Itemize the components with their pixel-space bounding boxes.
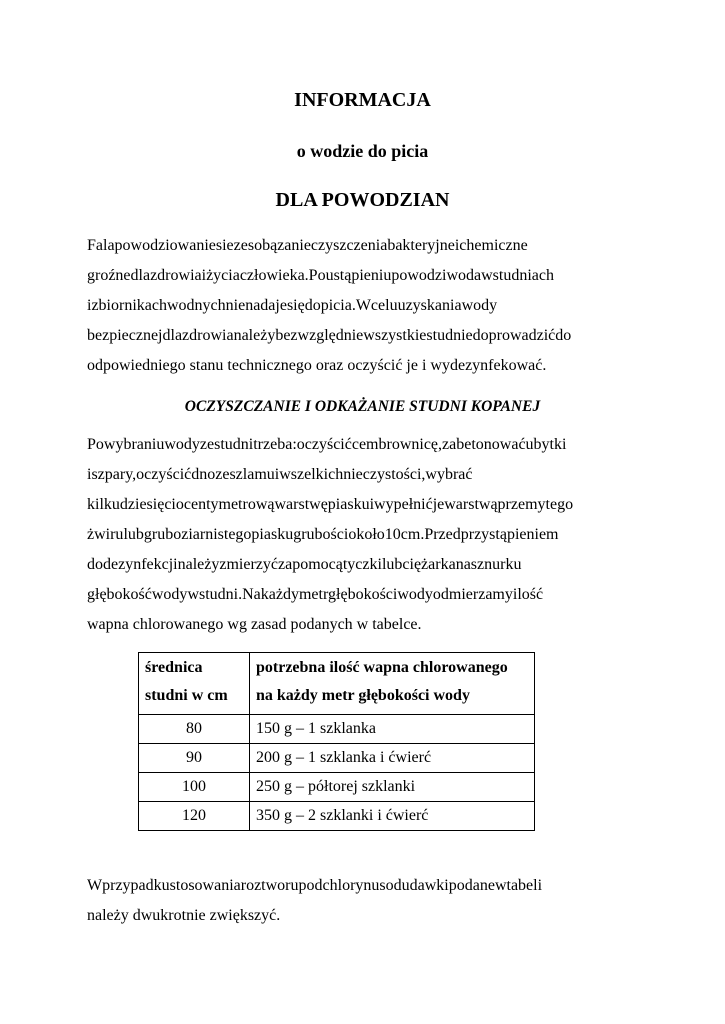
body-line: iszpary,oczyścićdnozeszlamuiwszelkichnieczystości,wybrać [87, 466, 473, 483]
header-text: studni w cm [145, 687, 228, 704]
intro-line: bezpiecznejdlazdrowianależybezwzględniewszystkiestudniedoprowadzićdo [87, 327, 572, 344]
chlorine-dose-table [138, 652, 535, 831]
body-line: głębokośćwodywstudni.Nakażdymetrgłębokościwodyodmierzamyilość [87, 586, 544, 603]
table-header-row [139, 653, 535, 715]
body-line: Powybraniuwodyzestudnitrzeba:oczyścićcembrownicę,zabetonowaćubytki [87, 436, 567, 453]
header-text: na każdy metr głębokości wody [256, 687, 470, 704]
header-text: potrzebna ilość wapna chlorowanego [256, 659, 508, 676]
document-title: INFORMACJA [294, 89, 431, 111]
intro-line: Falapowodziowaniesiezesobązanieczyszczeniabakteryjneichemiczne [87, 237, 528, 254]
table-cell-diameter: 100 [139, 773, 250, 802]
table-cell-amount: 150 g – 1 szklanka [250, 715, 535, 744]
table-header-diameter [139, 653, 250, 715]
table-cell-amount: 350 g – 2 szklanki i ćwierć [250, 802, 535, 831]
intro-line: izbiornikachwodnychnienadajesiędopicia.Wceluuzyskaniawody [87, 297, 498, 314]
body-paragraph [87, 430, 639, 640]
table-cell-diameter: 120 [139, 802, 250, 831]
table-cell-amount: 200 g – 1 szklanka i ćwierć [250, 744, 535, 773]
table-cell-diameter: 90 [139, 744, 250, 773]
body-line: żwirulubgruboziarnistegopiaskugrubościokoło10cm.Przedprzystąpieniem [87, 526, 559, 543]
table-header-amount [250, 653, 535, 715]
body-line: kilkudziesięciocentymetrowąwarstwępiaskuiwypełnićjewarstwąprzemytego [87, 496, 574, 513]
body-line: dodezynfekcjinależyzmierzyćzapomocątyczkilubciężarkanasznurku [87, 556, 522, 573]
intro-line: odpowiedniego stanu technicznego oraz oczyścić je i wydezynfekować. [87, 357, 547, 374]
table-row [139, 773, 535, 802]
footer-line: należy dwukrotnie zwiększyć. [87, 907, 281, 924]
table-cell-diameter: 80 [139, 715, 250, 744]
header-text: średnica [145, 659, 203, 676]
footer-paragraph [87, 871, 639, 931]
document-subtitle: o wodzie do picia [296, 141, 429, 161]
body-line: wapna chlorowanego wg zasad podanych w tabelce. [87, 616, 422, 633]
intro-line: groźnedlazdrowiaiżyciaczłowieka.Poustąpieniupowodziwodawstudniach [87, 267, 554, 284]
section-title: OCZYSZCZANIE I ODKAŻANIE STUDNI KOPANEJ [184, 398, 541, 415]
document-subtitle-2: DLA POWODZIAN [275, 189, 450, 211]
table-row [139, 744, 535, 773]
table-row [139, 802, 535, 831]
footer-line: Wprzypadkustosowaniaroztworupodchlorynusodudawkipodanewtabeli [87, 877, 543, 894]
table-cell-amount: 250 g – półtorej szklanki [250, 773, 535, 802]
table-row [139, 715, 535, 744]
intro-paragraph [87, 231, 639, 381]
